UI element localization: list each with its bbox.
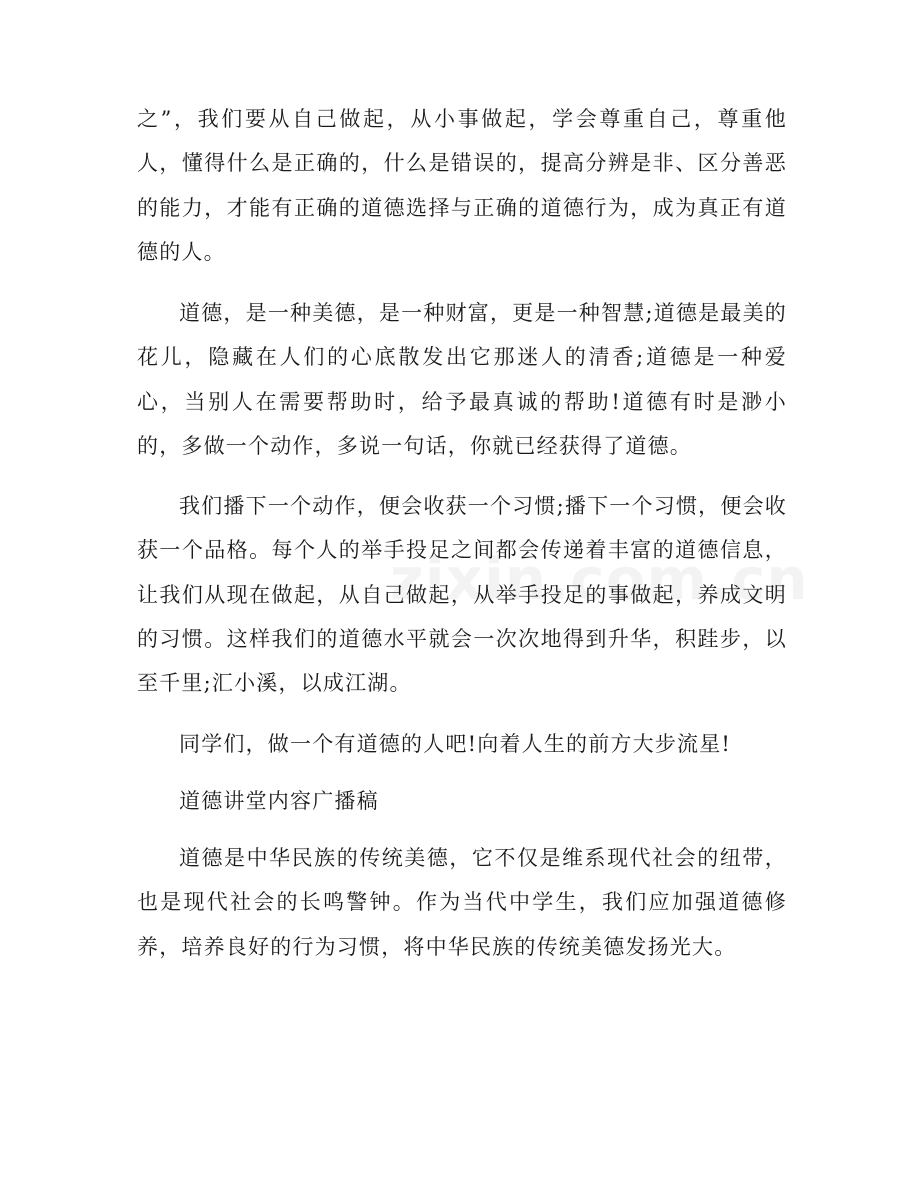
paragraph-block [137, 836, 787, 969]
paragraph-block [137, 291, 787, 468]
paragraph-block [137, 722, 787, 766]
paragraph-continued [137, 97, 787, 274]
paragraph-block [137, 484, 787, 705]
heading-text: 道德讲堂内容广播稿 [179, 789, 379, 813]
section-heading [137, 779, 787, 823]
paragraph: 道德，是一种美德，是一种财富，更是一种智慧;道德是最美的花儿，隐藏在人们的心底散发出它那迷人的清香;道德是一种爱心，当别人在需要帮助时，给予最真诚的帮助!道德有时是渺小的，多做一个动作，多说一句话，你就已经获得了道德。 [137, 301, 787, 458]
paragraph: 道德是中华民族的传统美德，它不仅是维系现代社会的纽带，也是现代社会的长鸣警钟。作为当代中学生，我们应加强道德修养，培养良好的行为习惯，将中华民族的传统美德发扬光大。 [137, 846, 787, 959]
paragraph: 之”，我们要从自己做起，从小事做起，学会尊重自己，尊重他人，懂得什么是正确的，什么是错误的，提高分辨是非、区分善恶的能力，才能有正确的道德选择与正确的道德行为，成为真正有道德的人。 [137, 107, 787, 264]
paragraph: 同学们，做一个有道德的人吧!向着人生的前方大步流星! [179, 732, 732, 756]
paragraph: 我们播下一个动作，便会收获一个习惯;播下一个习惯，便会收获一个品格。每个人的举手投足之间都会传递着丰富的道德信息，让我们从现在做起，从自己做起，从举手投足的事做起，养成文明的习惯。这样我们的道德水平就会一次次地得到升华，积跬步，以至千里;汇小溪，以成江湖。 [137, 494, 787, 696]
